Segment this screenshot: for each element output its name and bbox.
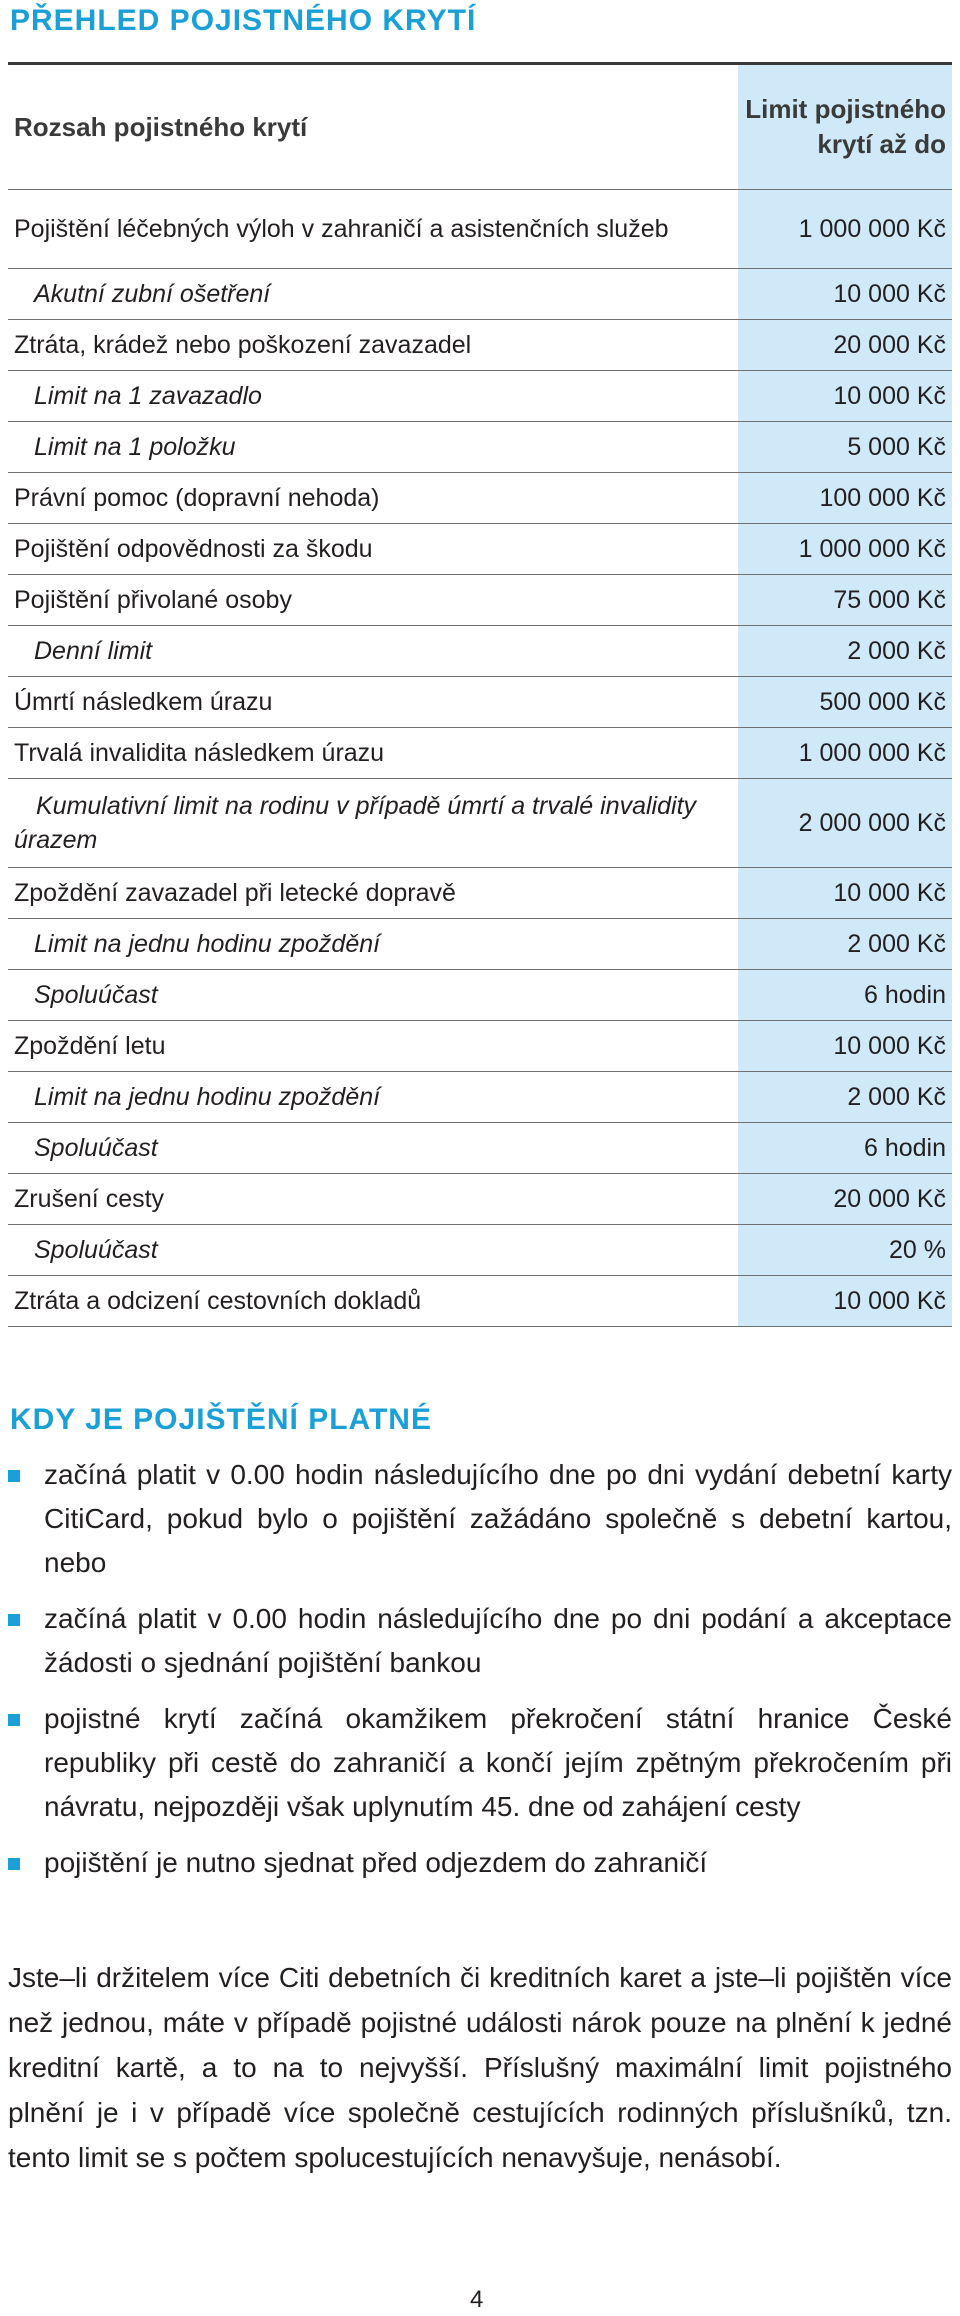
coverage-item-label: Pojištění přivolané osoby <box>8 575 738 626</box>
coverage-item-label: Kumulativní limit na rodinu v případě úmrtí a trvalé invalidity úrazem <box>8 779 738 868</box>
table-row <box>8 779 952 868</box>
coverage-item-label: Ztráta, krádež nebo poškození zavazadel <box>8 320 738 371</box>
coverage-item-limit: 2 000 Kč <box>738 919 952 970</box>
validity-bullet-text: pojistné krytí začíná okamžikem překročení státní hranice České republiky při cestě do zahraničí a končí jejím zpětným překročením při návratu, nejpozději však uplynutím 45. dne od zahájení cesty <box>44 1703 952 1822</box>
coverage-item-limit: 2 000 000 Kč <box>738 779 952 868</box>
table-row <box>8 919 952 970</box>
coverage-item-limit: 10 000 Kč <box>738 371 952 422</box>
coverage-item-label: Zrušení cesty <box>8 1174 738 1225</box>
table-row <box>8 1123 952 1174</box>
table-row <box>8 1021 952 1072</box>
table-row <box>8 970 952 1021</box>
coverage-item-limit: 20 % <box>738 1225 952 1276</box>
bullet-square-icon <box>8 1614 20 1626</box>
coverage-item-label: Pojištění odpovědnosti za škodu <box>8 524 738 575</box>
validity-bullet <box>8 1597 952 1685</box>
coverage-table <box>8 62 952 1327</box>
bullet-square-icon <box>8 1858 20 1870</box>
coverage-item-limit: 10 000 Kč <box>738 868 952 919</box>
validity-bullet <box>8 1697 952 1829</box>
coverage-item-label: Spoluúčast <box>8 1225 738 1276</box>
coverage-item-label: Limit na jednu hodinu zpoždění <box>8 919 738 970</box>
coverage-item-limit: 20 000 Kč <box>738 320 952 371</box>
coverage-item-label: Limit na jednu hodinu zpoždění <box>8 1072 738 1123</box>
coverage-item-limit: 10 000 Kč <box>738 269 952 320</box>
coverage-item-label: Ztráta a odcizení cestovních dokladů <box>8 1276 738 1327</box>
coverage-item-label: Právní pomoc (dopravní nehoda) <box>8 473 738 524</box>
coverage-item-label: Pojištění léčebných výloh v zahraničí a asistenčních služeb <box>8 190 738 269</box>
table-row <box>8 728 952 779</box>
table-row <box>8 371 952 422</box>
table-row <box>8 524 952 575</box>
coverage-table-body <box>8 190 952 1327</box>
coverage-item-limit: 20 000 Kč <box>738 1174 952 1225</box>
table-row <box>8 473 952 524</box>
coverage-item-limit: 1 000 000 Kč <box>738 524 952 575</box>
coverage-title: PŘEHLED POJISTNÉHO KRYTÍ <box>10 4 477 37</box>
table-row <box>8 868 952 919</box>
table-row <box>8 575 952 626</box>
table-row <box>8 269 952 320</box>
coverage-item-label: Limit na 1 zavazadlo <box>8 371 738 422</box>
coverage-item-label: Zpoždění letu <box>8 1021 738 1072</box>
bullet-square-icon <box>8 1714 20 1726</box>
coverage-item-limit: 1 000 000 Kč <box>738 728 952 779</box>
coverage-item-label: Úmrtí následkem úrazu <box>8 677 738 728</box>
coverage-table-header <box>8 64 952 190</box>
validity-title: KDY JE POJIŠTĚNÍ PLATNÉ <box>10 1403 432 1436</box>
coverage-item-limit: 500 000 Kč <box>738 677 952 728</box>
validity-bullet <box>8 1841 952 1885</box>
column-header-limit: Limit pojistného krytí až do <box>738 64 952 190</box>
table-row <box>8 677 952 728</box>
coverage-item-limit: 2 000 Kč <box>738 1072 952 1123</box>
table-row <box>8 422 952 473</box>
coverage-item-limit: 100 000 Kč <box>738 473 952 524</box>
coverage-item-limit: 75 000 Kč <box>738 575 952 626</box>
validity-bullet-text: pojištění je nutno sjednat před odjezdem do zahraničí <box>44 1847 708 1878</box>
coverage-item-label: Spoluúčast <box>8 1123 738 1174</box>
coverage-item-limit: 10 000 Kč <box>738 1021 952 1072</box>
coverage-item-limit: 2 000 Kč <box>738 626 952 677</box>
bullet-square-icon <box>8 1470 20 1482</box>
coverage-item-limit: 10 000 Kč <box>738 1276 952 1327</box>
coverage-item-limit: 5 000 Kč <box>738 422 952 473</box>
coverage-item-label: Trvalá invalidita následkem úrazu <box>8 728 738 779</box>
coverage-item-label: Zpoždění zavazadel při letecké dopravě <box>8 868 738 919</box>
table-row <box>8 1276 952 1327</box>
coverage-item-label: Akutní zubní ošetření <box>8 269 738 320</box>
coverage-item-limit: 6 hodin <box>738 970 952 1021</box>
validity-bullet-list <box>8 1453 952 1897</box>
table-row <box>8 1072 952 1123</box>
table-row <box>8 626 952 677</box>
table-row <box>8 320 952 371</box>
coverage-item-label: Denní limit <box>8 626 738 677</box>
coverage-item-label: Spoluúčast <box>8 970 738 1021</box>
validity-bullet <box>8 1453 952 1585</box>
column-header-scope: Rozsah pojistného krytí <box>8 64 738 190</box>
multiple-cards-paragraph: Jste–li držitelem více Citi debetních či kreditních karet a jste–li pojištěn více než jednou, máte v případě pojistné události nárok pouze na plnění k jedné kreditní kartě, a to na to nejvyšší. Příslušný maximální limit pojistného plnění je i v případě více společně cestujících rodinných příslušníků, tzn. tento limit se s počtem spolucestujících nenavyšuje, nenásobí. <box>8 1962 952 2173</box>
coverage-item-limit: 6 hodin <box>738 1123 952 1174</box>
coverage-item-label: Limit na 1 položku <box>8 422 738 473</box>
validity-bullet-text: začíná platit v 0.00 hodin následujícího dne po dni vydání debetní karty CitiCard, pokud bylo o pojištění zažádáno společně s debetní kartou, nebo <box>44 1459 952 1578</box>
table-row <box>8 1174 952 1225</box>
table-row <box>8 190 952 269</box>
table-row <box>8 1225 952 1276</box>
page-number: 4 <box>470 2286 484 2313</box>
validity-bullet-text: začíná platit v 0.00 hodin následujícího dne po dni podání a akceptace žádosti o sjednání pojištění bankou <box>44 1603 952 1678</box>
coverage-item-limit: 1 000 000 Kč <box>738 190 952 269</box>
